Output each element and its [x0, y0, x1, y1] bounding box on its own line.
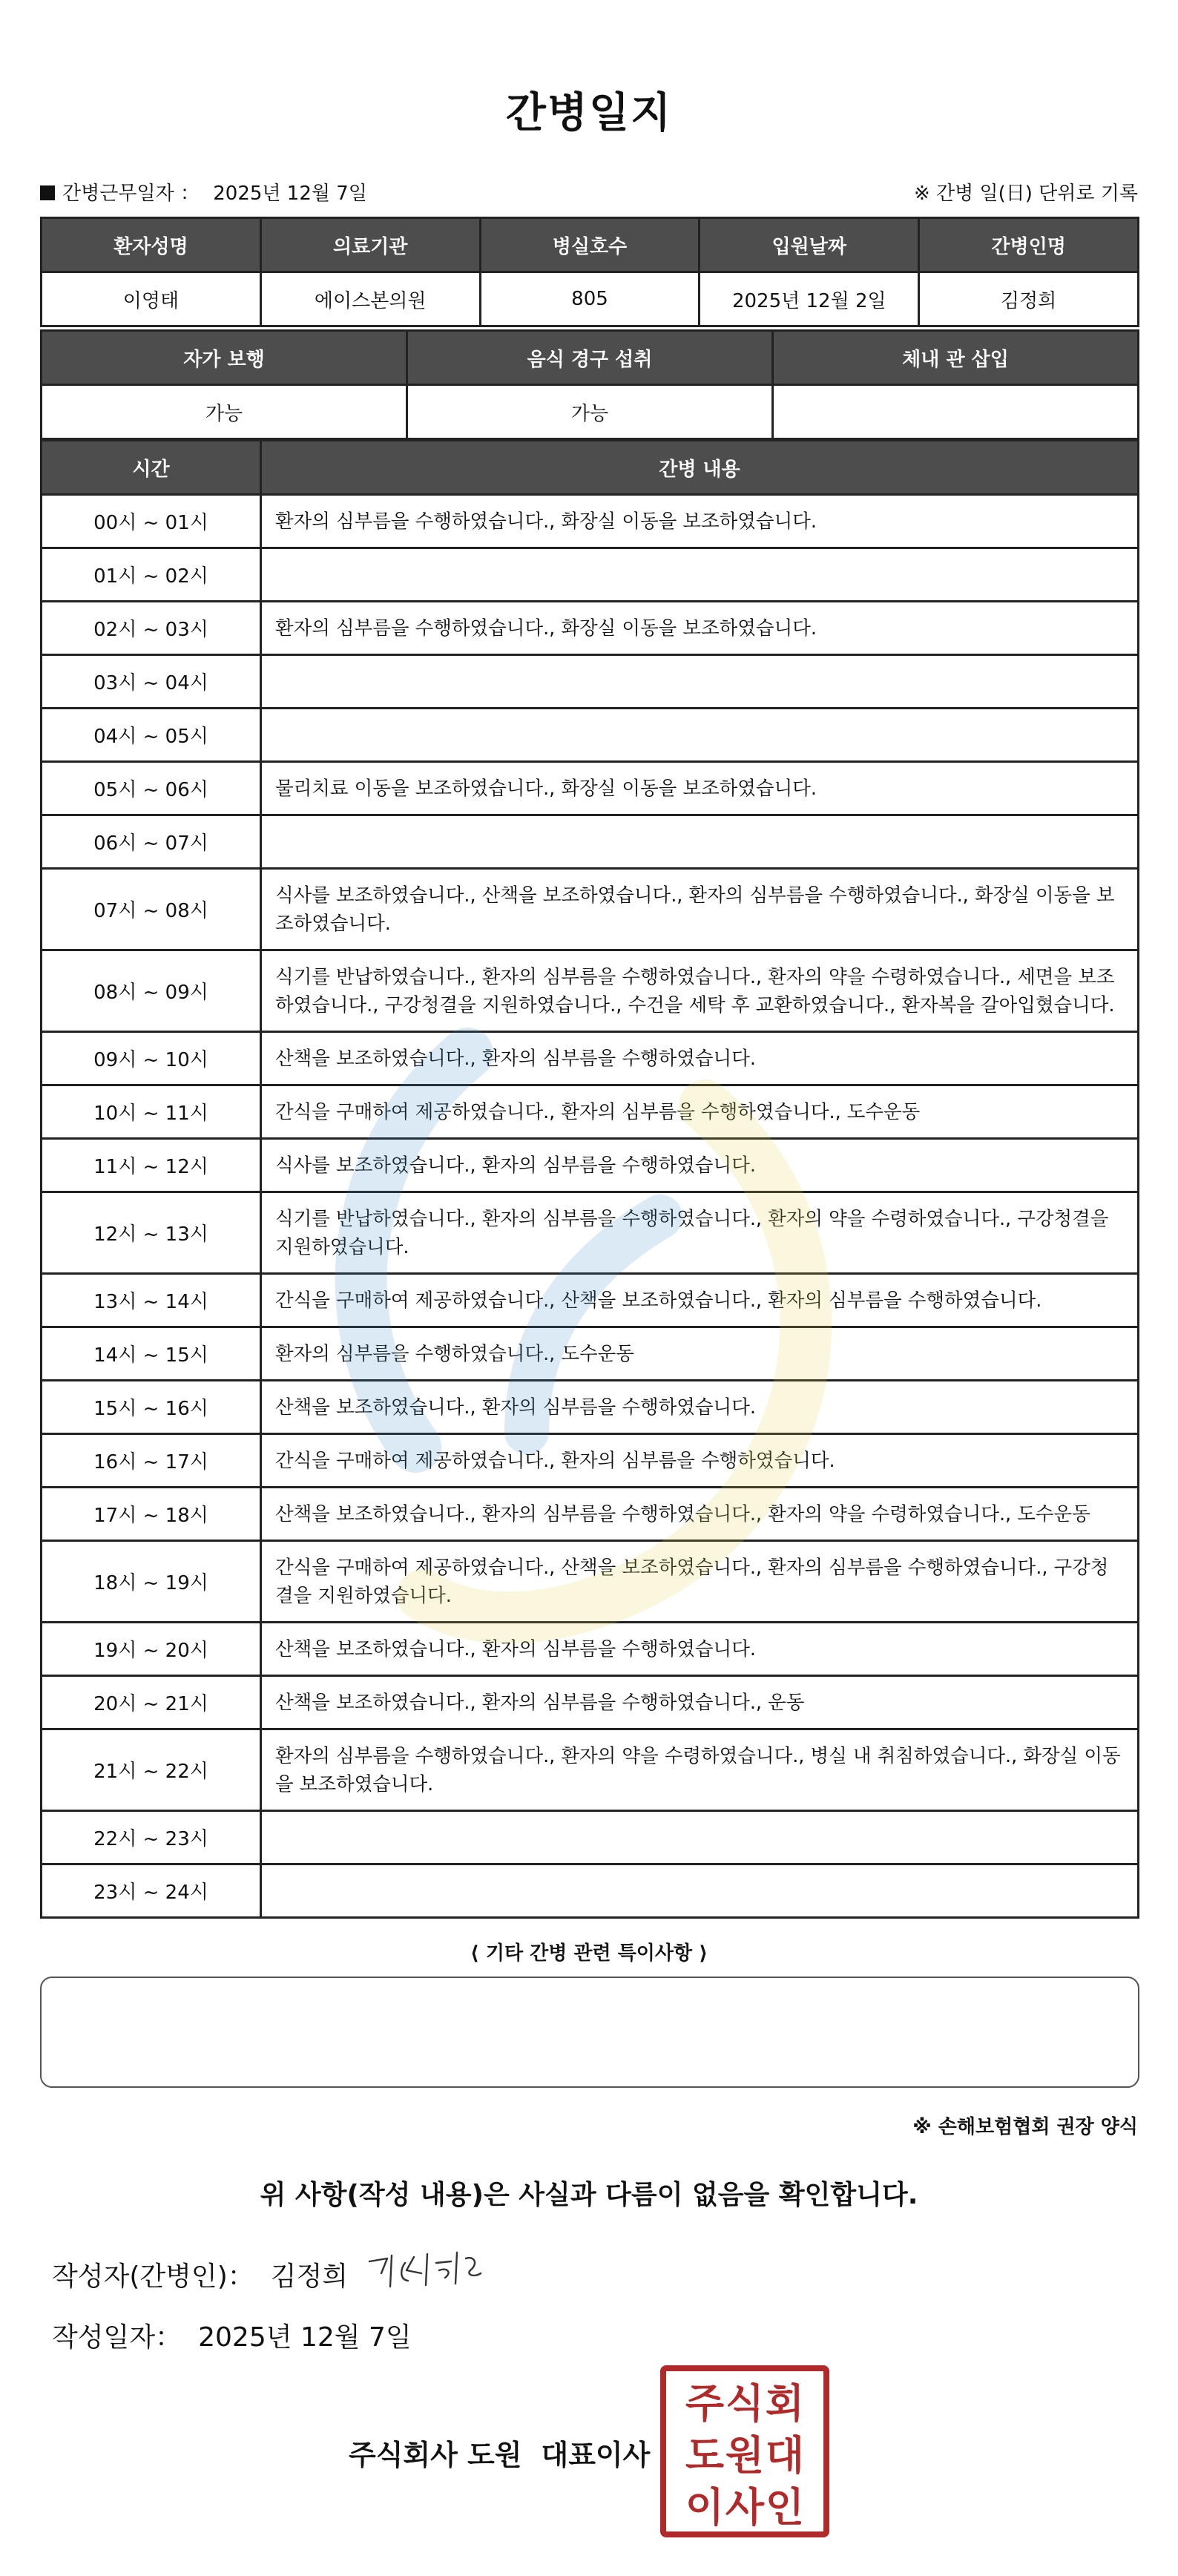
svg-text:대: 대 — [765, 2432, 805, 2479]
care-log-time: 08시 ~ 09시 — [42, 950, 261, 1032]
header-room-number: 병실호수 — [480, 218, 700, 272]
patient-name: 이영태 — [42, 272, 261, 326]
care-log-time: 21시 ~ 22시 — [42, 1729, 261, 1811]
writer-label: 작성자(간병인)： — [52, 2261, 254, 2292]
header-admission-date: 입원날짜 — [700, 218, 919, 272]
care-log-row — [42, 655, 1139, 709]
care-log-row — [42, 1032, 1139, 1085]
care-log-table — [40, 439, 1139, 1919]
care-log-row — [42, 815, 1139, 869]
care-log-time: 05시 ~ 06시 — [42, 762, 261, 815]
care-log-time: 07시 ~ 08시 — [42, 869, 261, 950]
admission-date: 2025년 12월 2일 — [700, 272, 919, 326]
care-log-content: 식사를 보조하였습니다., 환자의 심부름을 수행하였습니다. — [261, 1139, 1139, 1192]
care-log-row — [42, 1327, 1139, 1381]
care-log-content: 산책을 보조하였습니다., 환자의 심부름을 수행하였습니다., 환자의 약을 수령하였습니다., 도수운동 — [261, 1488, 1139, 1541]
header-time: 시간 — [42, 441, 261, 495]
work-date-value: 2025년 12월 7일 — [213, 183, 367, 205]
tube-insertion-status — [773, 385, 1139, 439]
svg-text:회: 회 — [765, 2380, 805, 2427]
care-log-content — [261, 655, 1139, 709]
writer-name: 김정희 — [270, 2261, 349, 2292]
care-log-content: 산책을 보조하였습니다., 환자의 심부름을 수행하였습니다. — [261, 1381, 1139, 1434]
header-care-content: 간병 내용 — [261, 441, 1139, 495]
notes-box — [40, 1977, 1139, 2088]
svg-text:도: 도 — [685, 2432, 725, 2479]
svg-text:원: 원 — [725, 2432, 765, 2479]
care-log-row — [42, 1192, 1139, 1274]
header-hospital: 의료기관 — [260, 218, 480, 272]
care-log-row — [42, 1729, 1139, 1811]
care-log-row — [42, 1623, 1139, 1676]
room-number: 805 — [480, 272, 700, 326]
care-log-time: 09시 ~ 10시 — [42, 1032, 261, 1085]
care-log-time: 14시 ~ 15시 — [42, 1327, 261, 1381]
care-log-row — [42, 1676, 1139, 1729]
care-log-content: 간식을 구매하여 제공하였습니다., 환자의 심부름을 수행하였습니다. — [261, 1434, 1139, 1488]
notes-label: ⟨ 기타 간병 관련 특이사항 ⟩ — [470, 1942, 708, 1965]
care-log-time: 02시 ~ 03시 — [42, 602, 261, 655]
care-log-time: 20시 ~ 21시 — [42, 1676, 261, 1729]
caregiver-name: 김정희 — [919, 272, 1139, 326]
company-seal-stamp — [660, 2365, 829, 2537]
care-log-content — [261, 815, 1139, 869]
care-log-time: 12시 ~ 13시 — [42, 1192, 261, 1274]
header-tube-insertion: 체내 관 삽입 — [773, 331, 1139, 385]
care-log-time: 10시 ~ 11시 — [42, 1085, 261, 1139]
care-log-row — [42, 869, 1139, 950]
care-log-row — [42, 709, 1139, 762]
write-date-label: 작성일자： — [52, 2322, 182, 2353]
care-log-time: 16시 ~ 17시 — [42, 1434, 261, 1488]
company-signature-line — [349, 2432, 650, 2473]
care-log-content — [261, 1864, 1139, 1918]
care-log-content: 식기를 반납하였습니다., 환자의 심부름을 수행하였습니다., 환자의 약을 수령하였습니다., 구강청결을 지원하였습니다. — [261, 1192, 1139, 1274]
care-log-content — [261, 548, 1139, 602]
care-log-row — [42, 1381, 1139, 1434]
care-log-content: 환자의 심부름을 수행하였습니다., 화장실 이동을 보조하였습니다. — [261, 495, 1139, 548]
care-log-row — [42, 1274, 1139, 1327]
care-log-time: 11시 ~ 12시 — [42, 1139, 261, 1192]
care-log-content: 환자의 심부름을 수행하였습니다., 환자의 약을 수령하였습니다., 병실 내 취침하였습니다., 화장실 이동을 보조하였습니다. — [261, 1729, 1139, 1811]
care-log-time: 23시 ~ 24시 — [42, 1864, 261, 1918]
care-log-content: 환자의 심부름을 수행하였습니다., 화장실 이동을 보조하였습니다. — [261, 602, 1139, 655]
care-log-time: 13시 ~ 14시 — [42, 1274, 261, 1327]
handwritten-signature — [362, 2241, 496, 2300]
care-log-row — [42, 1488, 1139, 1541]
care-log-time: 17시 ~ 18시 — [42, 1488, 261, 1541]
care-log-row — [42, 950, 1139, 1032]
svg-text:이: 이 — [685, 2484, 725, 2531]
unit-note: ※ 간병 일(日) 단위로 기록 — [913, 183, 1138, 205]
care-log-row — [42, 1434, 1139, 1488]
hospital-name: 에이스본의원 — [260, 272, 480, 326]
care-log-row — [42, 548, 1139, 602]
care-log-row — [42, 1541, 1139, 1623]
care-log-row — [42, 762, 1139, 815]
svg-text:사: 사 — [725, 2484, 765, 2531]
care-log-content: 식사를 보조하였습니다., 산책을 보조하였습니다., 환자의 심부름을 수행하였습니다., 화장실 이동을 보조하였습니다. — [261, 869, 1139, 950]
care-log-content: 환자의 심부름을 수행하였습니다., 도수운동 — [261, 1327, 1139, 1381]
care-log-row — [42, 602, 1139, 655]
patient-info-table — [40, 217, 1139, 327]
svg-text:식: 식 — [725, 2380, 765, 2427]
walking-status: 가능 — [42, 385, 407, 439]
svg-text:인: 인 — [765, 2484, 805, 2531]
care-log-time: 03시 ~ 04시 — [42, 655, 261, 709]
care-log-content: 식기를 반납하였습니다., 환자의 심부름을 수행하였습니다., 환자의 약을 수령하였습니다., 세면을 보조하였습니다., 구강청결을 지원하였습니다., 수건을 세탁 후 교환하였습니다., 환자복을 갈아입혔습니다. — [261, 950, 1139, 1032]
care-log-content — [261, 709, 1139, 762]
header-caregiver-name: 간병인명 — [919, 218, 1139, 272]
work-date-line — [40, 178, 367, 206]
care-log-content: 산책을 보조하였습니다., 환자의 심부름을 수행하였습니다. — [261, 1623, 1139, 1676]
care-log-content — [261, 1811, 1139, 1864]
care-log-row — [42, 1139, 1139, 1192]
care-log-time: 19시 ~ 20시 — [42, 1623, 261, 1676]
care-log-content: 산책을 보조하였습니다., 환자의 심부름을 수행하였습니다. — [261, 1032, 1139, 1085]
work-date-label: 간병근무일자 ： — [62, 183, 200, 205]
header-oral-intake: 음식 경구 섭취 — [407, 331, 773, 385]
care-log-row — [42, 495, 1139, 548]
write-date-value: 2025년 12월 7일 — [198, 2322, 412, 2353]
care-log-row — [42, 1085, 1139, 1139]
care-log-time: 06시 ~ 07시 — [42, 815, 261, 869]
patient-status-table — [40, 329, 1139, 440]
company-ceo-title: 대표이사 — [541, 2439, 651, 2471]
care-log-time: 18시 ~ 19시 — [42, 1541, 261, 1623]
care-log-time: 15시 ~ 16시 — [42, 1381, 261, 1434]
confirmation-statement: 위 사항(작성 내용)은 사실과 다름이 없음을 확인합니다. — [260, 2180, 918, 2210]
header-walking: 자가 보행 — [42, 331, 407, 385]
care-log-content: 간식을 구매하여 제공하였습니다., 환자의 심부름을 수행하였습니다., 도수운동 — [261, 1085, 1139, 1139]
care-log-content: 산책을 보조하였습니다., 환자의 심부름을 수행하였습니다., 운동 — [261, 1676, 1139, 1729]
square-bullet-icon — [40, 185, 55, 200]
document-title: 간병일지 — [505, 89, 673, 137]
header-patient-name: 환자성명 — [42, 218, 261, 272]
source-note: ※ 손해보험협회 권장 양식 — [912, 2116, 1138, 2138]
care-log-content: 간식을 구매하여 제공하였습니다., 산책을 보조하였습니다., 환자의 심부름을 수행하였습니다. — [261, 1274, 1139, 1327]
care-log-time: 00시 ~ 01시 — [42, 495, 261, 548]
care-log-content: 물리치료 이동을 보조하였습니다., 화장실 이동을 보조하였습니다. — [261, 762, 1139, 815]
care-log-time: 01시 ~ 02시 — [42, 548, 261, 602]
care-log-content: 간식을 구매하여 제공하였습니다., 산책을 보조하였습니다., 환자의 심부름을 수행하였습니다., 구강청결을 지원하였습니다. — [261, 1541, 1139, 1623]
oral-intake-status: 가능 — [407, 385, 773, 439]
write-date-line — [52, 2316, 412, 2354]
company-name: 주식회사 도원 — [349, 2439, 522, 2471]
care-log-time: 22시 ~ 23시 — [42, 1811, 261, 1864]
care-log-time: 04시 ~ 05시 — [42, 709, 261, 762]
care-log-row — [42, 1864, 1139, 1918]
svg-text:주: 주 — [685, 2380, 725, 2427]
writer-line — [52, 2255, 348, 2293]
care-log-row — [42, 1811, 1139, 1864]
